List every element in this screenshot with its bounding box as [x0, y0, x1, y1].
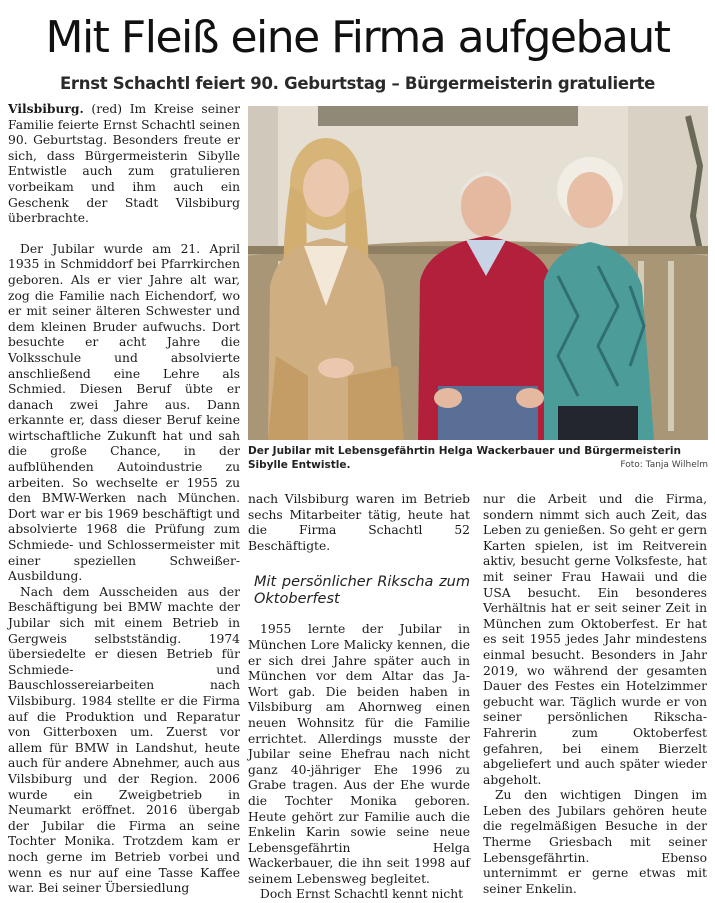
- photo-credit: Foto: Tanja Wilhelm: [620, 460, 708, 470]
- article-paragraph: nach Vilsbiburg waren im Betrieb sechs Mitarbeiter tätig, heute hat die Firma Schachtl 52 Beschäftigte.: [248, 492, 470, 553]
- article-column-3: [483, 492, 707, 897]
- article-paragraph: Doch Ernst Schachtl kennt nicht: [260, 887, 464, 902]
- article-photo: [248, 106, 708, 440]
- intro-text: (red) Im Kreise seiner Familie feierte Ernst Schachtl seinen 90. Geburtstag. Besonders freute er sich, dass Bürgermeisterin Sibylle Entwistle auch zum gratulieren vorbeikam und ihm auch ein Geschenk der Stadt Vilsbiburg überbrachte.: [8, 102, 240, 226]
- subheadline: Ernst Schachtl feiert 90. Geburtstag – Bürgermeisterin gratulierte: [59, 74, 656, 93]
- photo-caption: Der Jubilar mit Lebensgefährtin Helga Wackerbauer und Bürgermeisterin Sibylle Entwistle.: [248, 445, 681, 471]
- article-column-1: [8, 101, 240, 897]
- article-paragraph: nur die Arbeit und die Firma, sondern nimmt sich auch Zeit, das Leben zu genießen. So geht er gern Karten spielen, ist im Reitverein aktiv, besucht gerne Volksfeste, hat mit seiner Frau Hawaii und die USA besucht. Ein besonderes Verhältnis hat er seit seiner Zeit in München zum Oktoberfest. Er hat es seit 1955 jedes Jahr mindestens einmal besucht. Besonders in Jahr 2019, wo während der gesamten Dauer des Festes ein Hotelzimmer gebucht war. Täglich wurde er von seiner persönlichen Rikscha-Fahrerin zum Oktoberfest gefahren, bei einem Bierzelt abgeliefert und auch später wieder abgeholt.: [483, 492, 707, 787]
- article-paragraph: Zu den wichtigen Dingen im Leben des Jubilars gehören heute die regelmäßigen Besuche in der Therme Griesbach mit seiner Lebensgefährtin. Ebenso unternimmt er gerne etwas mit seiner Enkelin.: [483, 788, 707, 896]
- article-paragraph: 1955 lernte der Jubilar in München Lore Malicky kennen, die er sich drei Jahre später auch in München vor dem Altar das Ja-Wort gab. Die beiden haben in Vilsbiburg am Ahornweg einen neuen Wohnsitz für die Familie errichtet. Allerdings musste der Jubilar seine Ehefrau nach nicht ganz 40-jähriger Ehe 1996 zu Grabe tragen. Aus der Ehe wurde die Tochter Monika geboren. Heute gehört zur Familie auch die Enkelin Karin sowie seine neue Lebensgefährtin Helga Wackerbauer, die ihn seit 1998 auf seinem Lebensweg begleitet.: [248, 622, 470, 886]
- section-subhead: Mit persönlicher Rikscha zum Oktoberfest: [254, 574, 470, 608]
- article-paragraph: Nach dem Ausscheiden aus der Beschäftigung bei BMW machte der Jubilar sich mit einem Betrieb in Gergweis selbstständig. 1974 übersiedelte er diesen Betrieb für Schmiede- und Bauschlossereiarbeiten nach Vilsbiburg. 1984 stellte er die Firma auf die Produktion und Reparatur von Gitterboxen um. Zuerst vor allem für BMW in Landshut, heute auch für andere Abnehmer, auch aus Vilsbiburg und der Region. 2006 wurde ein Zweigbetrieb in Neumarkt eröffnet. 2016 übergab der Jubilar die Firma an seine Tochter Monika. Trotzdem kam er noch gerne im Betrieb vorbei und wenn es nur auf eine Tasse Kaffee war. Bei seiner Übersiedlung: [8, 584, 240, 896]
- article-paragraph: [8, 101, 240, 227]
- article-paragraph: Der Jubilar wurde am 21. April 1935 in Schmiddorf bei Pfarrkirchen geboren. Als er vier Jahre alt war, zog die Familie nach Eichendorf, wo er mit seiner älteren Schwester und dem kleinen Bruder aufwuchs. Dort besuchte er acht Jahre die Volksschule und absolvierte anschließend eine Lehre als Schmied. Diesen Beruf übte er danach zwei Jahre aus. Dann erkannte er, dass dieser Beruf keine wirtschaftliche Zukunft hat und sah die große Chance, in der aufblühenden Autoindustrie zu arbeiten. So wechselte er 1955 zu den BMW-Werken nach München. Dort war er bis 1969 beschäftigt und absolvierte 1968 die Prüfung zum Schmiede- und Schlossermeister mit einer speziellen Schweißer-Ausbildung.: [8, 241, 240, 584]
- dateline: Vilsbiburg.: [8, 101, 84, 116]
- article-column-2: [248, 492, 470, 903]
- headline: Mit Fleiß eine Firma aufgebaut: [45, 12, 670, 63]
